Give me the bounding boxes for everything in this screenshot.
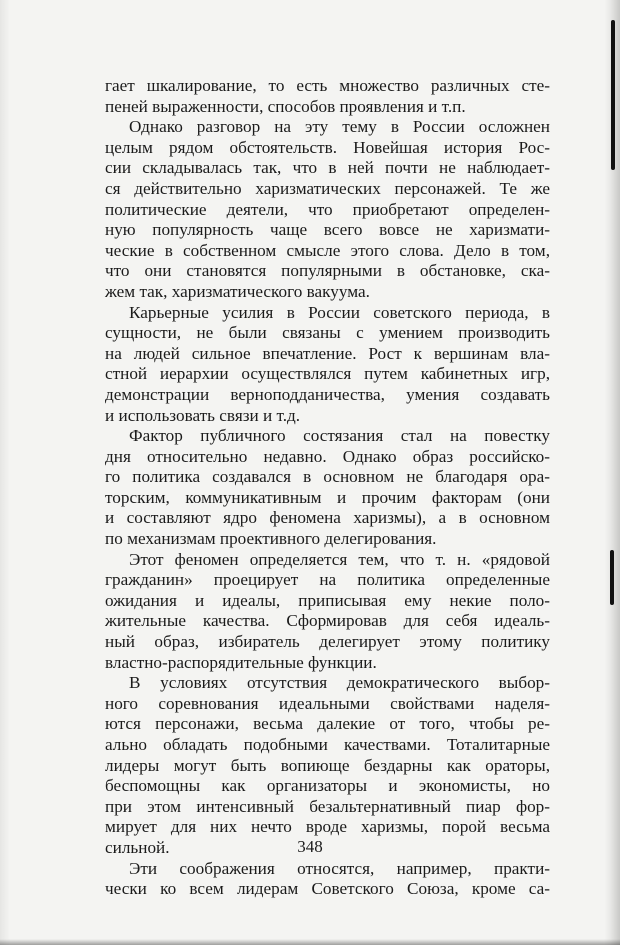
text-line: жем так, харизматического вакуума. (105, 281, 370, 301)
text-line: гражданин» проецирует на политика определенные (105, 570, 550, 590)
text-line: пеней выраженности, способов проявления и т.п. (105, 96, 466, 116)
text-line: ожидания и идеалы, приписывая ему некие поло- (105, 590, 550, 610)
text-line: сильной. (105, 837, 170, 857)
text-line: Фактор публичного состязания стал на повестку (129, 426, 550, 446)
page-body (105, 76, 550, 900)
text-line: и использовать связи и т.д. (105, 405, 301, 425)
text-line: жительные качества. Сформировав для себя идеаль- (105, 611, 550, 631)
text-line: чески ко всем лидерам Советского Союза, кроме са- (105, 879, 550, 899)
text-line: на людей сильное впечатление. Рост к вершинам вла- (105, 343, 550, 363)
text-line: ного соревнования идеальными свойствами наделя- (105, 693, 550, 713)
text-line: по механизмам проективного делегирования. (105, 529, 437, 549)
text-line: властно-распорядительные функции. (105, 652, 377, 672)
text-line: при этом интенсивный безальтернативный пиар фор- (105, 796, 550, 816)
text-line: ся действительно харизматических персонажей. Те же (105, 178, 550, 198)
text-line: Карьерные усилия в России советского периода, в (129, 302, 550, 322)
text-line: демонстрации верноподданичества, умения создавать (105, 384, 550, 404)
text-line: целым рядом обстоятельств. Новейшая история Рос- (105, 137, 550, 157)
text-line: беспомощны как организаторы и экономисты, но (105, 776, 550, 796)
text-line: мирует для них нечто вроде харизмы, порой весьма (105, 817, 550, 837)
text-line: ный образ, избиратель делегирует этому политику (105, 632, 550, 652)
text-line: ческие в собственном смысле этого слова. Дело в том, (105, 240, 550, 260)
scan-shadow-bottom (0, 939, 620, 945)
text-line: ально обладать подобными качествами. Тоталитарные (105, 735, 550, 754)
text-line: торским, коммуникативным и прочим факторам (они (105, 487, 550, 507)
text-line: гает шкалирование, то есть множество различных сте- (105, 76, 550, 95)
text-line: Эти соображения относятся, например, практи- (129, 858, 550, 878)
text-line: Этот феномен определяется тем, что т. н. «рядовой (129, 549, 550, 569)
text-line: сии складывалась так, что в ней почти не наблюдает- (105, 158, 550, 178)
text-line: лидеры могут быть вопиюще бездарны как ораторы, (105, 755, 550, 775)
text-line: го политика создавался в основном не благодаря ора- (105, 467, 550, 487)
text-line: ную популярность чаще всего вовсе не харизмати- (105, 220, 550, 240)
text-line: стной иерархии осуществлялся путем кабинетных игр, (105, 364, 550, 384)
text-line: дня относительно недавно. Однако образ российско- (105, 446, 550, 466)
text-line: В условиях отсутствия демократического выбор- (129, 673, 550, 693)
text-line: и составляют ядро феномена харизмы), а в основном (105, 508, 550, 528)
binding-mark (611, 20, 615, 170)
text-line: политические деятели, что приобретают определен- (105, 199, 550, 219)
binding-mark (610, 550, 614, 605)
text-line: сущности, не были связаны с умением производить (105, 323, 550, 343)
page-number: 348 (297, 837, 323, 856)
text-line: ются персонажи, весьма далекие от того, чтобы ре- (105, 714, 550, 734)
text-line: Однако разговор на эту тему в России осложнен (129, 117, 550, 137)
text-line: что они становятся популярными в обстановке, ска- (105, 261, 550, 281)
scan-shadow-left (0, 0, 10, 945)
